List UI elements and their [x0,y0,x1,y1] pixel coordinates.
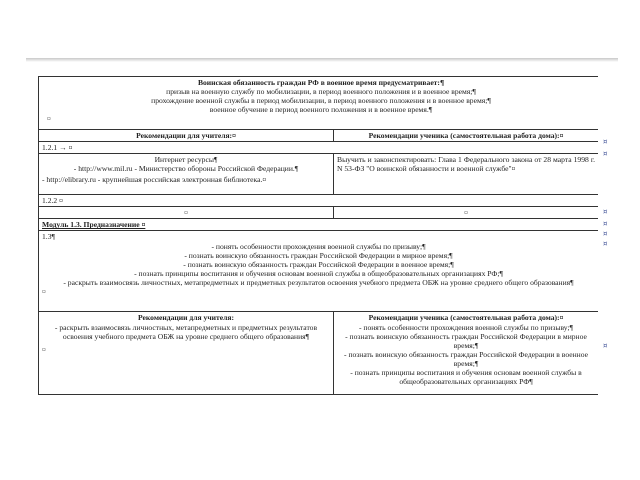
sec13-line-5: - раскрыть взаимосвязь личностных, метапредметных и предметных результатов освоения учебного предмета ОБЖ на уровне среднего общего образования¶ [63,277,574,287]
empty-left: ¤ [39,207,334,219]
sec13-label: 1.3¶ [42,232,55,242]
internet-row [39,154,599,195]
side-mark-6: ¤ [603,240,608,248]
header-teacher: Рекомендации для учителя:¤ [39,130,334,142]
internet-student-text: Выучить и законспектировать: Глава 1 Федерального закона от 28 марта 1998 г. N 53-ФЗ "О воинской обязанности и военной службе"¤ [334,154,599,195]
intro-line-1: призыв на военную службу по мобилизации, в период военного положения и в военное время;¶ [166,87,476,97]
sec13-student-title: Рекомендации ученика (самостоятельная работа дома):¤ [368,313,564,323]
intro-heading: Воинская обязанность граждан РФ в военное время предусматривает:¶ [197,78,445,87]
sec13-recommend-row [39,312,599,395]
side-mark-7: ¤ [603,342,608,350]
sec13-line-1: - понять особенности прохождения военной службы по призыву;¶ [211,241,426,251]
sec13-student-line-4: - познать принципы воспитания и обучения основам военной службы в общеобразовательных организациях РФ¶ [350,368,582,387]
intro-line-2: прохождение военной службы в период мобилизации, в период военного положения и в военное время;¶ [151,96,491,106]
side-mark-3: ¤ [603,208,608,216]
module-row [39,219,599,231]
document-page [38,76,598,478]
side-mark-5: ¤ [603,230,608,238]
intro-end-mark: ¤ [47,114,51,124]
slide-top-area [0,0,640,58]
sec13-line-3: - познать воинскую обязанность граждан Российской Федерации в военное время;¶ [183,259,454,269]
sec13-student-line-3: - познать воинскую обязанность граждан Российской Федерации в военное время;¶ [344,349,588,368]
sec13-teacher-end-mark: ¤ [42,344,46,354]
sec13-end-mark: ¤ [42,287,46,297]
document-table [38,76,598,395]
side-mark-2: ¤ [603,150,608,158]
sec13-teacher-title: Рекомендации для учителя: [138,313,234,323]
sec13-line-2: - познать воинскую обязанность граждан Российской Федерации в мирное время;¶ [184,250,453,260]
internet-item-2: - http://elibrary.ru - крупнейшая российская электронная библиотека.¤ [42,175,267,185]
internet-item-1: - http://www.mil.ru - Министерство обороны Российской Федерации.¶ [73,164,299,174]
row-121 [39,142,599,154]
empty-row [39,207,599,219]
sec13-line-4: - познать принципы воспитания и обучения основам военной службы в общеобразовательных организациях РФ;¶ [134,268,503,278]
module-label-text: Модуль 1.3. Предназначение ¤ [42,220,146,230]
intro-line-3: военное обучение в период военного положения и в военное время.¶ [209,105,433,115]
sec13-student-line-1: - понять особенности прохождения военной службы по призыву;¶ [358,322,574,332]
empty-right: ¤ [334,207,599,219]
intro-row [39,77,599,130]
internet-title: Интернет ресурсы¶ [154,155,218,165]
slide-shadow [26,58,618,62]
row-122 [39,195,599,207]
sec13-student-line-2: - познать воинскую обязанность граждан Российской Федерации в мирное время;¶ [345,331,587,350]
sec13-row [39,231,599,312]
side-mark-4: ¤ [603,220,608,228]
module-label [39,219,599,231]
sec13-teacher-text: - раскрыть взаимосвязь личностных, метапредметных и предметных результатов освоения учебного предмета ОБЖ на уровне среднего общего образования¶ [54,322,318,341]
headers-row [39,130,599,142]
row-121-label: 1.2.1 → ¤ [39,142,599,154]
header-student: Рекомендации ученика (самостоятельная работа дома):¤ [334,130,599,142]
row-122-label: 1.2.2 ¤ [39,195,599,207]
side-mark-1: ¤ [603,138,608,146]
